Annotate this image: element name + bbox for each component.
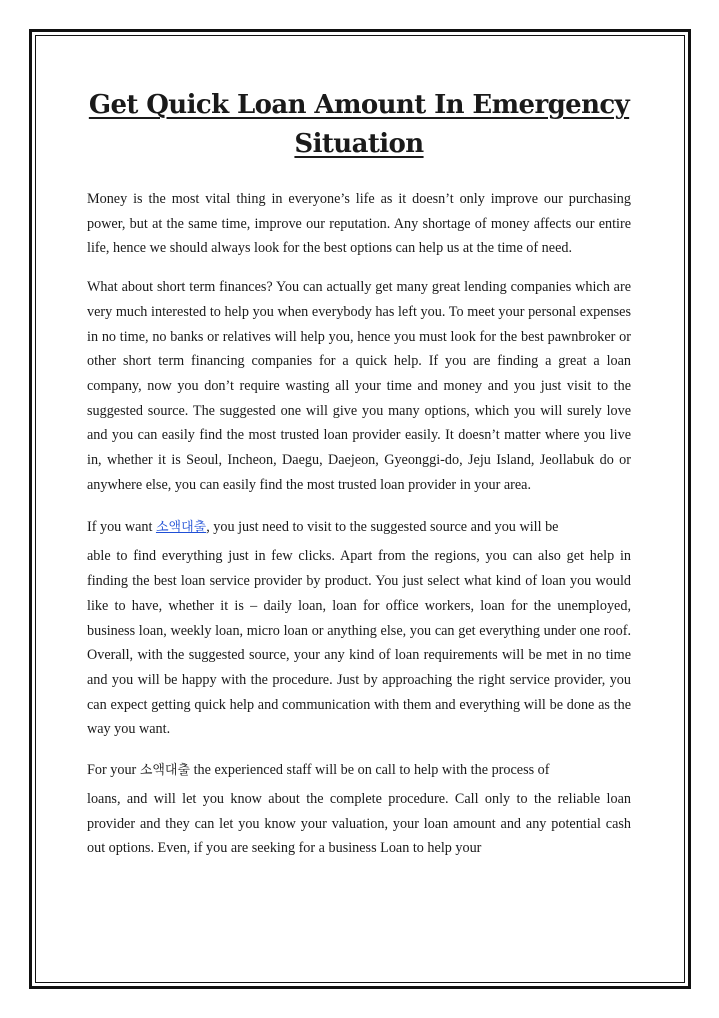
paragraph-2: What about short term finances? You can actually get many great lending companies which are very much interested to help you when everybody has left you. To meet your personal expenses in no time, no banks or relatives will help you, hence you must look for the best pawnbroker or other short term financing companies for a quick help. If you are finding a great a loan company, now you don’t require wasting all your time and money and you just visit to the suggested source. The suggested one will give you many options, which you will surely love and you can easily find the most trusted loan provider easily. It doesn’t matter where you live in, whether it is Seoul, Incheon, Daegu, Daejeon, Gyeonggi-do, Jeju Island, Jeollabuk do or anywhere else, you can easily find the most trusted loan provider in your area. [87, 279, 631, 493]
paragraph-3-rest: able to find everything just in few clicks. Apart from the regions, you can also get help in finding the best loan service provider by product. You just select what kind of loan you would like to have, whether it is – daily loan, loan for office workers, loan for the unemployed, business loan, weekly loan, micro loan or anything else, you can get everything under one roof. Overall, with the suggested source, your any kind of loan requirements will be met in no time and you will be happy with the procedure. Just by approaching the right service provider, you can expect getting quick help and communication with them and everything will be done as the way you want. [87, 548, 631, 738]
paragraph-4-rest: loans, and will let you know about the complete procedure. Call only to the reliable loan provider and they can let you know your valuation, your loan amount and any potential cash out options. Even, if you are seeking for a business Loan to help your [87, 791, 631, 857]
paragraph-4-first-line-suffix: the experienced staff will be on call to help with the process of [190, 762, 550, 779]
small-loan-keyword: 소액대출 [139, 763, 191, 779]
paragraph-3-prefix: If you want [87, 519, 156, 536]
paragraph-1: Money is the most vital thing in everyone’s life as it doesn’t only improve our purchasing power, but at the same time, improve our reputation. Any shortage of money affects our entire life, hence we should always look for the best options can help us at the time of need. [87, 191, 631, 257]
document-title: Get Quick Loan Amount In Emergency Situation [88, 90, 630, 159]
document-body [87, 86, 631, 875]
paragraph-4 [87, 754, 631, 861]
paragraph-4-prefix: For your [87, 762, 140, 779]
small-loan-link[interactable]: 소액대출 [155, 520, 207, 536]
paragraph-3-first-line-suffix: , you just need to visit to the suggested source and you will be [206, 519, 559, 536]
paragraph-3-first-line [87, 511, 631, 544]
paragraph-4-first-line [87, 754, 631, 787]
paragraph-3 [87, 511, 631, 742]
